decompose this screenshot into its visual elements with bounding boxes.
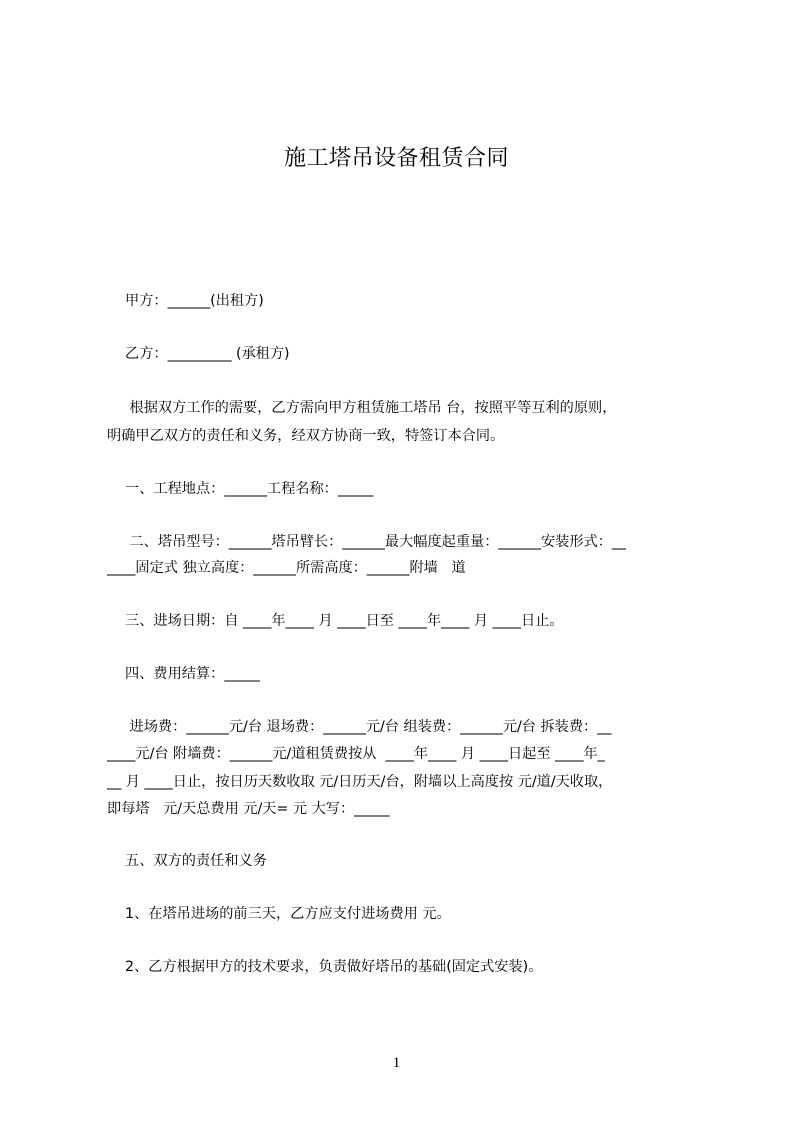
section-1-project-location: 一、工程地点：______工程名称：_____ xyxy=(107,481,374,497)
fees-line-1: 进场费：______元/台 退场费：______元/台 组装费：______元/台 拆装费：__ xyxy=(107,719,612,735)
party-b-line: 乙方：_________ (承租方) xyxy=(107,346,290,362)
party-a-line: 甲方：______(出租方) xyxy=(107,293,264,309)
page-number: 1 xyxy=(392,1055,401,1071)
fees-line-2: ____元/台 附墙费：______元/道租赁费按从 ____年____ 月 ____日起至 ____年_ xyxy=(107,746,605,762)
section-5-responsibilities: 五、双方的责任和义务 xyxy=(107,853,267,869)
document-title: 施工塔吊设备租赁合同 xyxy=(283,146,509,171)
clause-1: 1、在塔吊进场的前三天，乙方应支付进场费用 元。 xyxy=(107,906,451,922)
preamble-line-1: 根据双方工作的需要，乙方需向甲方租赁施工塔吊 台，按照平等互利的原则， xyxy=(107,400,617,416)
clause-2: 2、乙方根据甲方的技术要求，负责做好塔吊的基础(固定式安装)。 xyxy=(107,959,543,975)
section-2-crane-spec-line-2: ____固定式 独立高度：______所需高度：______附墙 道 xyxy=(107,560,466,576)
fees-line-3: __ 月 ____日止，按日历天数收取 元/日历天/台，附墙以上高度按 元/道/天收取， xyxy=(107,774,613,790)
section-3-entry-date: 三、进场日期：自 ____年____ 月 ____日至 ____年____ 月 ____日止。 xyxy=(107,613,564,629)
section-4-fee-settlement: 四、费用结算：_____ xyxy=(107,666,260,682)
section-2-crane-spec-line-1: 二、塔吊型号：______塔吊臂长：______最大幅度起重量：______安装形式：__ xyxy=(107,534,627,550)
fees-line-4: 即每塔 元/天总费用 元/天= 元 大写：_____ xyxy=(107,801,390,817)
preamble-line-2: 明确甲乙双方的责任和义务，经双方协商一致，特签订本合同。 xyxy=(107,428,505,444)
